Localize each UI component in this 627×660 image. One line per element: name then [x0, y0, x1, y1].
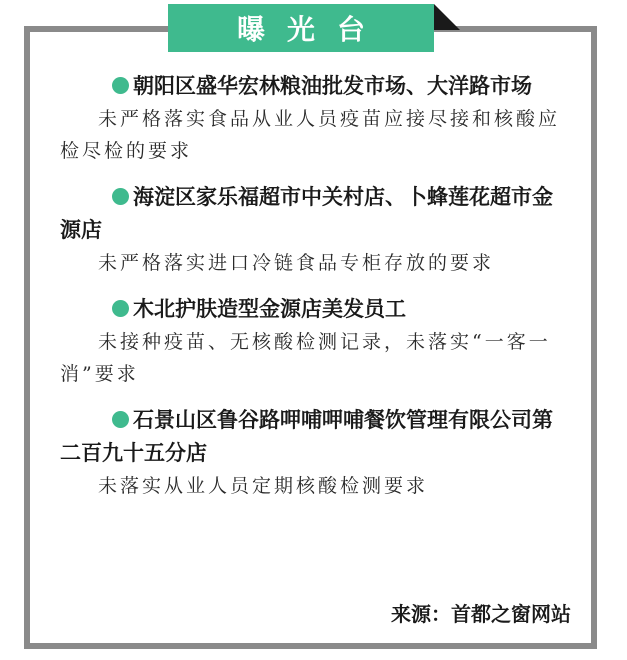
exposure-list	[60, 70, 570, 516]
list-item	[60, 293, 570, 390]
page-title: 曝光台	[236, 13, 387, 46]
bullet-dot-icon	[112, 300, 129, 317]
item-description: 未严格落实进口冷链食品专柜存放的要求	[98, 252, 495, 274]
bullet-dot-icon	[112, 411, 129, 428]
item-title: 木北护肤造型金源店美发员工	[133, 297, 406, 321]
item-description: 未严格落实食品从业人员疫苗应接尽接和核酸应检尽检的要求	[60, 108, 561, 162]
item-description: 未落实从业人员定期核酸检测要求	[98, 475, 429, 497]
item-title: 海淀区家乐福超市中关村店、卜蜂莲花超市金源店	[60, 185, 553, 242]
list-item	[60, 404, 570, 502]
title-tab	[168, 4, 434, 52]
tab-corner-decoration	[434, 4, 460, 30]
bullet-dot-icon	[112, 188, 129, 205]
item-description: 未接种疫苗、无核酸检测记录，未落实“一客一消”要求	[60, 331, 551, 385]
source-credit: 来源：首都之窗网站	[391, 602, 571, 626]
item-title: 朝阳区盛华宏林粮油批发市场、大洋路市场	[133, 74, 532, 98]
list-item	[60, 181, 570, 279]
bullet-dot-icon	[112, 77, 129, 94]
list-item	[60, 70, 570, 167]
item-title: 石景山区鲁谷路呷哺呷哺餐饮管理有限公司第二百九十五分店	[60, 408, 553, 465]
